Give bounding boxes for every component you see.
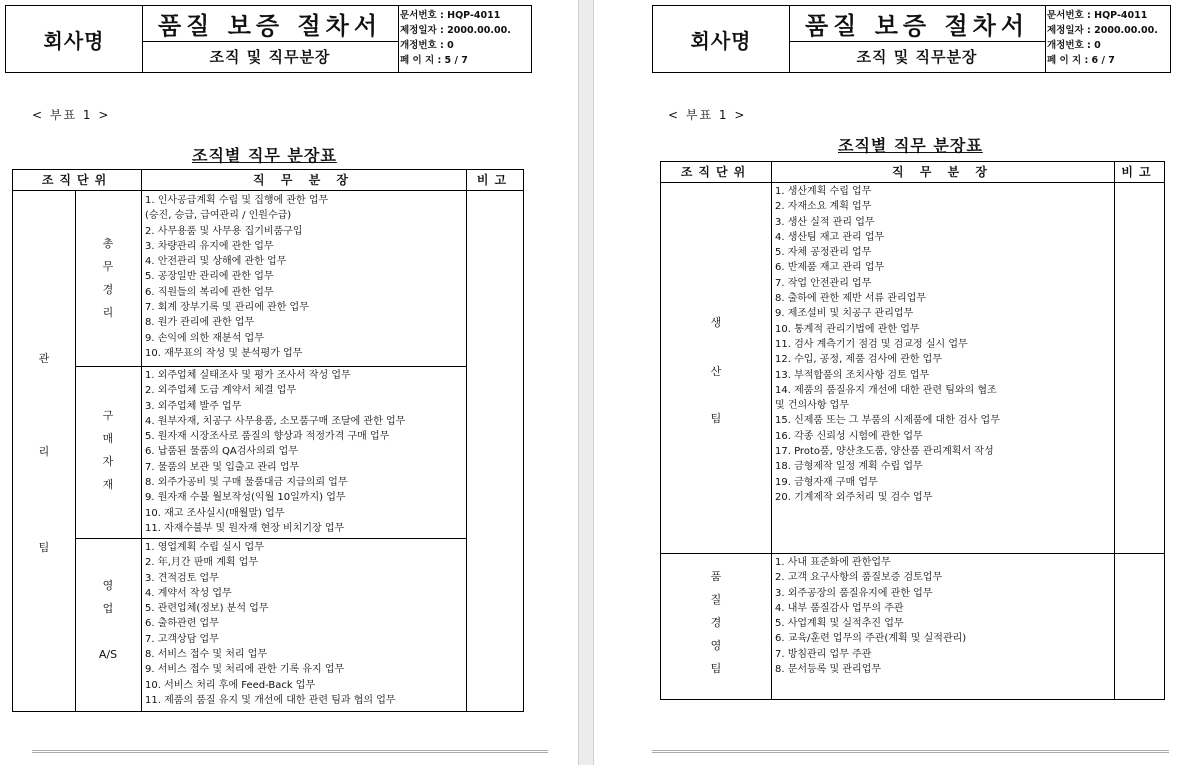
document-meta [1047,8,1168,70]
enact-date: 제정일자 : 2000.00.00. [1047,25,1158,36]
duty-item: 8. 문서등록 및 관리업무 [775,664,882,676]
team-char: 관 [38,352,50,365]
duty-item: 10. 재무표의 작성 및 분석평가 업무 [145,347,303,359]
annex-label: < 부표 1 > [668,108,747,122]
header-remarks: 비고 [1121,165,1157,179]
header-duties: 직 무 분 장 [892,165,993,179]
team-char: 팀 [38,541,50,554]
duty-table [660,161,1165,700]
duty-item: 7. 물품의 보관 및 입출고 관리 업무 [145,461,300,473]
duty-list-quality-management [775,555,1111,677]
duty-item: 7. 작업 안전관리 업무 [775,277,872,289]
duty-item: 18. 금형제작 일정 계획 수립 업무 [775,461,923,473]
duty-item: 11. 자재수불부 및 원자재 현장 비치기장 업무 [145,522,345,534]
grid-line [141,170,142,711]
duty-item: 9. 서비스 접수 및 처리에 관한 기록 유지 업무 [145,664,345,676]
duty-item: 및 건의사항 업무 [775,400,849,412]
duty-item: 15. 신제품 또는 그 부품의 시제품에 대한 검사 업무 [775,415,1000,427]
duty-item: 5. 공장일반 관리에 관한 업무 [145,271,274,283]
duty-item: 6. 반제품 재고 관리 업무 [775,262,885,274]
page-number: 페 이 지 : 5 / 7 [400,55,468,66]
group-name-sales-service: 영 업 A/S [98,579,118,661]
enact-date: 제정일자 : 2000.00.00. [400,25,511,36]
duty-item: 19. 금형자재 구매 업무 [775,476,878,488]
duty-item: 10. 재고 조사실시(매월말) 업무 [145,507,285,519]
duty-list-purchasing [145,368,463,536]
group-name-general-affairs: 총 무 경 리 [102,237,114,319]
duty-item: 6. 교육/훈련 업무의 주관(계획 및 실적관리) [775,633,967,645]
doc-number: 문서번호 : HQP-4011 [1047,10,1148,21]
header-duties: 직 무 분 장 [253,173,354,187]
revision-number: 개정번호 : 0 [400,40,454,51]
duty-item: 3. 생산 실적 관리 업무 [775,216,875,228]
duty-item: 1. 생산계획 수립 업무 [775,186,872,197]
duty-item: 8. 원가 관리에 관한 업무 [145,317,255,329]
header-remarks: 비고 [476,173,513,187]
duty-item: 10. 서비스 처리 후에 Feed-Back 업무 [145,679,316,691]
duty-list-sales-service [145,540,463,708]
page-footer-line [32,750,548,753]
duty-item: 10. 통계적 관리기법에 관한 업무 [775,323,920,335]
document-subtitle: 조직 및 직무분장 [789,41,1046,72]
duty-item: 14. 제품의 품질유지 개선에 대한 관련 팀와의 협조 [775,384,997,396]
duty-item: 9. 제조설비 및 치공구 관리업무 [775,308,914,320]
group-name-purchasing: 구 매 자 재 [102,409,114,491]
duty-item: 3. 차량관리 유지에 관한 업무 [145,240,274,252]
team-char: 팀 [710,412,722,425]
duty-item: 8. 서비스 접수 및 처리 업무 [145,649,268,661]
document-subtitle: 조직 및 직무분장 [142,41,399,72]
page-footer-line [652,750,1169,753]
table-title: 조직별 직무 분장표 [192,146,337,165]
duty-item: 9. 손익에 의한 재분석 업무 [145,332,264,344]
duty-item: 16. 각종 신뢰성 시험에 관한 업무 [775,430,923,442]
header-org-unit: 조직단위 [680,165,752,179]
team-char: 산 [710,365,722,378]
duty-item: 5. 자체 공정관리 업무 [775,247,872,259]
table-title: 조직별 직무 분장표 [838,136,983,155]
duty-table [12,169,524,712]
duty-item: 2. 年,月간 판매 계획 업무 [145,557,259,569]
doc-number: 문서번호 : HQP-4011 [400,10,501,21]
duty-list-production [775,184,1111,505]
duty-item: 4. 내부 품질감사 업무의 주관 [775,602,904,614]
duty-item: 3. 견적검토 업무 [145,572,219,584]
duty-item: 5. 원자재 시장조사로 품질의 향상과 적정가격 구매 업무 [145,431,390,443]
table-header-row [13,170,523,191]
duty-item: 4. 계약서 작성 업무 [145,587,232,599]
grid-line [466,170,467,711]
grid-line [75,366,466,367]
duty-item: 3. 외주공장의 품질유지에 관한 업무 [775,587,933,599]
duty-item: 2. 외주업체 도급 계약서 체결 업무 [145,385,297,397]
document-page-6 [592,0,1185,765]
duty-item: 4. 원부자재, 치공구 사무용품, 소모품구매 조달에 관한 업무 [145,415,406,427]
revision-number: 개정번호 : 0 [1047,40,1101,51]
document-title: 품질 보증 절차서 [142,6,399,42]
duty-item: 6. 납품된 물품의 QA검사의뢰 업무 [145,446,298,458]
duty-item: 4. 생산팀 재고 관리 업무 [775,231,885,243]
duty-item: 17. Proto품, 양산초도품, 양산품 관리계획서 작성 [775,446,994,458]
duty-item: 5. 관련업체(정보) 분석 업무 [145,603,269,615]
company-name: 회사명 [6,6,143,72]
duty-item: 4. 안전관리 및 상해에 관한 업무 [145,256,287,268]
page-number: 페 이 지 : 6 / 7 [1047,55,1115,66]
team-char: 생 [710,316,722,329]
company-name: 회사명 [653,6,790,72]
document-title: 품질 보증 절차서 [789,6,1046,42]
header-org-unit: 조직단위 [41,173,113,187]
duty-item: 1. 영업계획 수립 실시 업무 [145,542,264,553]
duty-item: 1. 사내 표준화에 관한업무 [775,557,891,568]
grid-line [75,538,466,539]
group-name-quality-management: 품 질 경 영 팀 [710,570,722,675]
duty-item: (승진, 승급, 급여관리 / 인원수급) [145,210,292,222]
grid-line [661,553,1164,554]
duty-item: 8. 외주가공비 및 구매 물품대금 지급의뢰 업무 [145,477,348,489]
duty-item: 2. 자재소요 계획 업무 [775,201,872,213]
grid-line [771,162,772,699]
duty-item: 6. 출하관련 업무 [145,618,219,630]
team-char: 리 [38,445,50,458]
grid-line [1114,162,1115,699]
duty-item: 7. 방침관리 업무 주관 [775,648,872,660]
document-page-5 [0,0,578,765]
document-meta [400,8,529,70]
duty-item: 11. 제품의 품질 유지 및 개선에 대한 관련 팀과 협의 업무 [145,694,396,706]
duty-item: 2. 사무용품 및 사무용 집기비품구입 [145,225,303,237]
page-header [652,5,1171,73]
duty-item: 20. 기계제작 외주처리 및 검수 업무 [775,491,933,503]
annex-label: < 부표 1 > [32,108,111,122]
table-header-row [661,162,1164,183]
duty-item: 1. 외주업체 실태조사 및 평가 조사서 작성 업무 [145,370,351,381]
duty-item: 7. 회계 장부기록 및 관리에 관한 업무 [145,302,309,314]
duty-item: 6. 직원들의 복리에 관한 업무 [145,286,274,298]
duty-item: 1. 인사공급계획 수립 및 집행에 관한 업무 [145,195,329,206]
duty-item: 3. 외주업체 발주 업무 [145,400,242,412]
duty-item: 7. 고객상담 업무 [145,633,219,645]
duty-item: 13. 부적합품의 조치사항 검토 업무 [775,369,930,381]
duty-item: 2. 고객 요구사항의 품질보증 검토업무 [775,572,943,584]
page-header [5,5,532,73]
duty-item: 12. 수입, 공정, 제품 검사에 관한 업무 [775,354,942,366]
duty-item: 11. 검사 계측기기 점검 및 검교정 실시 업무 [775,338,968,350]
duty-list-general-affairs [145,193,463,361]
duty-item: 8. 출하에 관한 제반 서류 관리업무 [775,293,927,305]
duty-item: 9. 원자재 수불 월보작성(익월 10일까지) 업무 [145,492,346,504]
duty-item: 5. 사업계획 및 실적추진 업무 [775,618,904,630]
